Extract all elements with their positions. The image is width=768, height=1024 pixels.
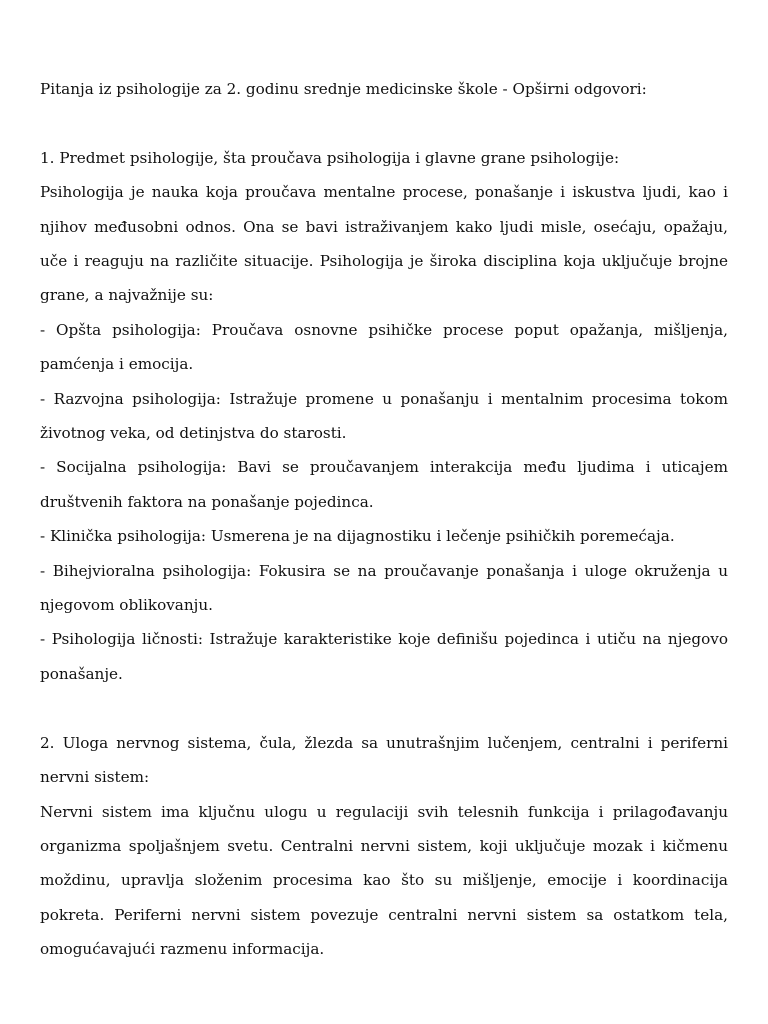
section-2-heading: 2. Uloga nervnog sistema, čula, žlezda sa unutrašnjim lučenjem, centralni i periferni nervni sistem: <box>40 733 728 787</box>
spacer <box>40 106 728 140</box>
list-item: - Bihejvioralna psihologija: Fokusira se na proučavanje ponašanja i uloge okruženja u njegovom oblikovanju. <box>40 561 728 615</box>
spacer <box>40 691 728 725</box>
document-title: Pitanja iz psihologije za 2. godinu srednje medicinske škole - Opširni odgovori: <box>40 80 647 98</box>
document-page <box>40 72 728 967</box>
list-item: - Opšta psihologija: Proučava osnovne psihičke procese poput opažanja, mišljenja, pamćenja i emocija. <box>40 320 728 374</box>
section-1-heading: 1. Predmet psihologije, šta proučava psihologija i glavne grane psihologije: <box>40 148 620 167</box>
section-2-body: Nervni sistem ima ključnu ulogu u regulaciji svih telesnih funkcija i prilagođavanju organizma spoljašnjem svetu. Centralni nervni sistem, koji uključuje mozak i kičmenu moždinu, upravlja složenim procesima kao što su mišljenje, emocije i koordinacija pokreta. Periferni nervni sistem povezuje centralni nervni sistem sa ostatkom tela, omogućavajući razmenu informacija. <box>40 802 728 959</box>
section-1-intro: Psihologija je nauka koja proučava mentalne procese, ponašanje i iskustva ljudi, kao i njihov međusobni odnos. Ona se bavi istraživanjem kako ljudi misle, osećaju, opažaju, uče i reaguju na različite situacije. Psihologija je široka disciplina koja uključuje brojne grane, a najvažnije su: <box>40 183 728 305</box>
list-item: - Socijalna psihologija: Bavi se proučavanjem interakcija među ljudima i uticajem društvenih faktora na ponašanje pojedinca. <box>40 458 728 511</box>
list-item: - Klinička psihologija: Usmerena je na dijagnostiku i lečenje psihičkih poremećaja. <box>40 527 675 546</box>
list-item: - Razvojna psihologija: Istražuje promene u ponašanju i mentalnim procesima tokom životnog veka, od detinjstva do starosti. <box>40 389 728 443</box>
list-item: - Psihologija ličnosti: Istražuje karakteristike koje definišu pojedinca i utiču na njegovo ponašanje. <box>40 630 728 683</box>
